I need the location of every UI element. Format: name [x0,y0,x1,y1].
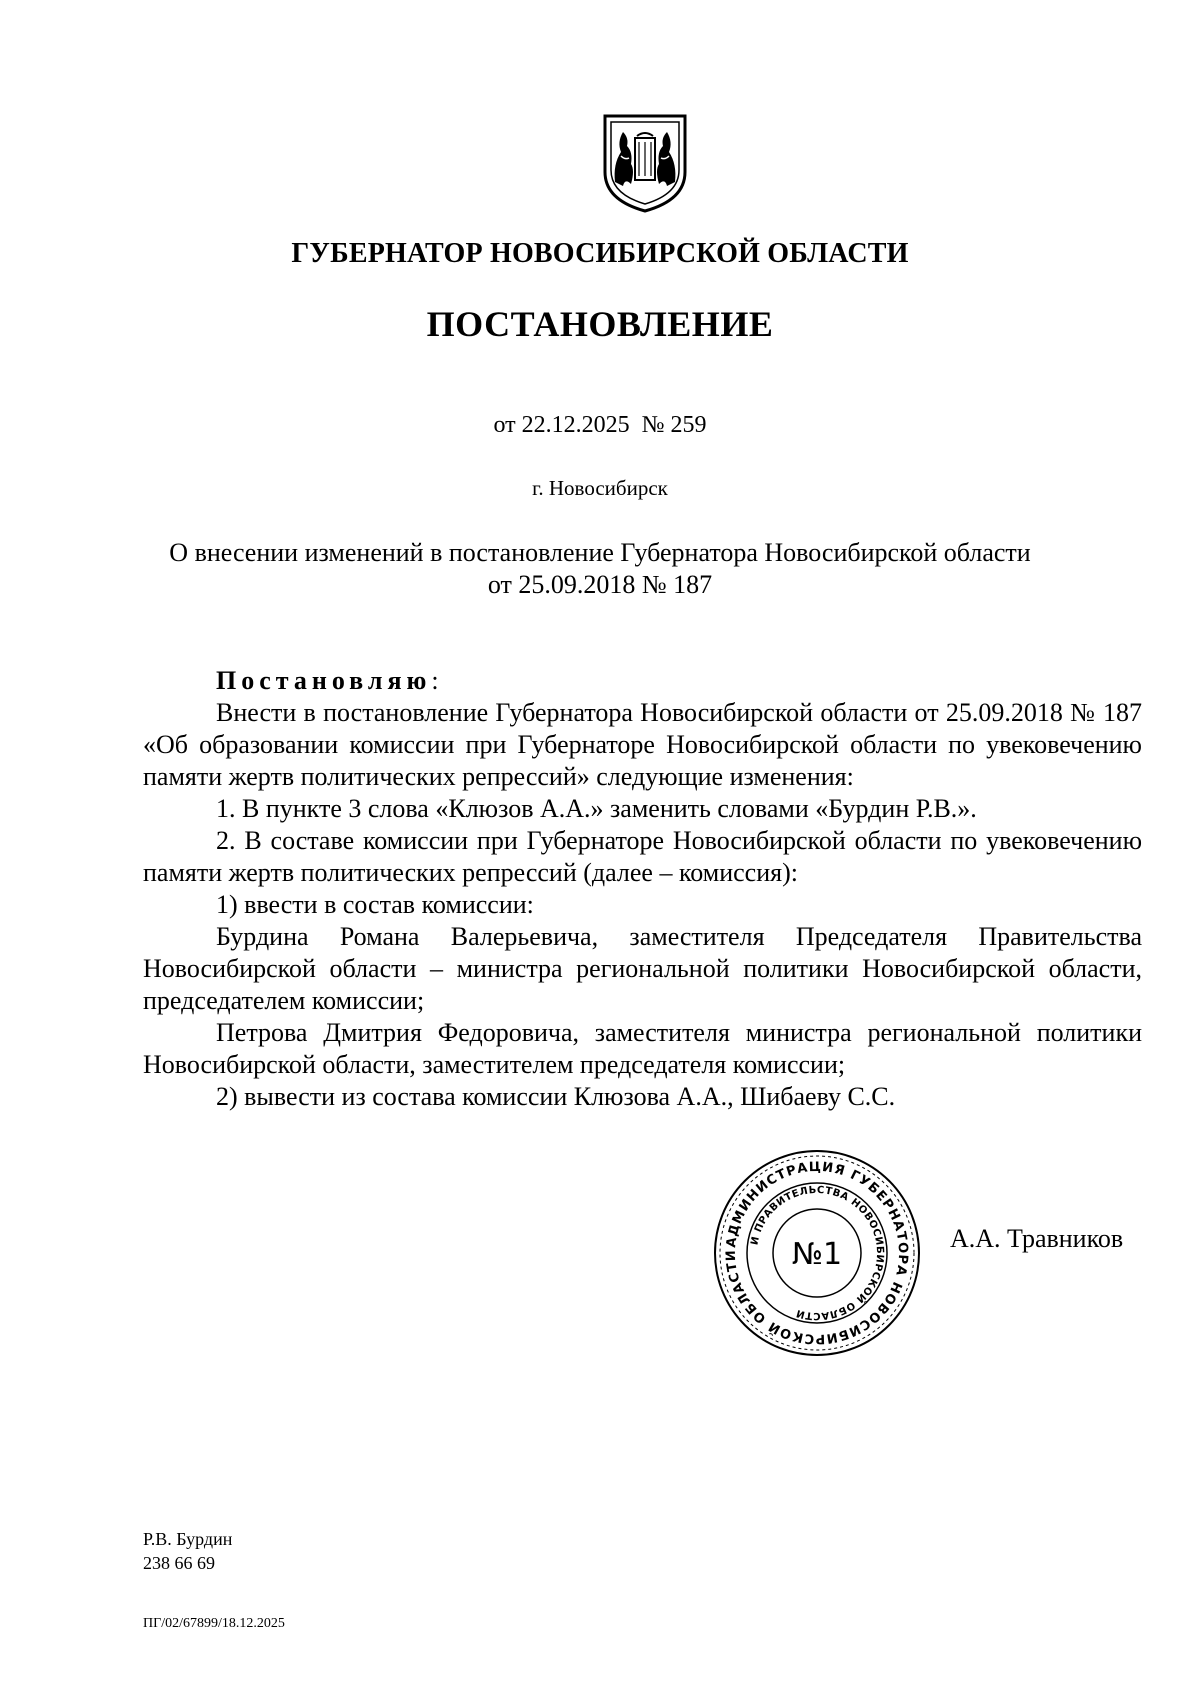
executor-name: Р.В. Бурдин [143,1529,233,1549]
subject-line-2: от 25.09.2018 № 187 [487,570,713,599]
signer-name: А.А. Травников [950,1224,1124,1253]
coat-of-arms-icon [601,112,689,214]
paragraph-member-burdin: Бурдина Романа Валерьевича, заместителя Председателя Правительства Новосибирской области – министра региональной политики Новосибирской области, председателем комиссии; [143,922,1142,1015]
subject-line-1: О внесении изменений в постановление Губернатора Новосибирской области [169,538,1031,567]
paragraph-subitem-1: 1) ввести в состав комиссии: [216,890,534,919]
executor-block [143,1527,232,1575]
paragraph-intro: Внести в постановление Губернатора Новосибирской области от 25.09.2018 № 187 «Об образовании комиссии при Губернаторе Новосибирской области по увековечению памяти жертв политических репрессий» следующие изменения: [143,698,1142,791]
official-seal-stamp [712,1148,922,1358]
registration-number: ПГ/02/67899/18.12.2025 [143,1616,285,1631]
document-type-title: ПОСТАНОВЛЕНИЕ [426,304,774,344]
paragraph-subitem-2: 2) вывести из состава комиссии Клюзова А.А., Шибаеву С.С. [216,1082,896,1111]
document-subject [0,537,1200,601]
paragraph-item-1: 1. В пункте 3 слова «Клюзов А.А.» заменить словами «Бурдин Р.В.». [216,794,977,823]
paragraph-member-petrov: Петрова Дмитрия Федоровича, заместителя министра региональной политики Новосибирской области, заместителем председателя комиссии; [143,1018,1142,1079]
resolve-word: Постановляю [216,666,432,695]
seal-center-number: №1 [791,1237,843,1272]
seal-inner-text: И ПРАВИТЕЛЬСТВА НОВОСИБИРСКОЙ ОБЛАСТИ [749,1184,886,1322]
executor-phone: 238 66 69 [143,1553,215,1573]
resolve-colon: : [431,666,439,695]
seal-outer-text: АДМИНИСТРАЦИЯ ГУБЕРНАТОРА НОВОСИБИРСКОЙ ОБЛАСТИ [723,1159,911,1347]
resolve-heading [143,665,1142,697]
paragraph-item-2: 2. В составе комиссии при Губернаторе Новосибирской области по увековечению памяти жертв политических репрессий (далее – комиссия): [143,826,1142,887]
city: г. Новосибирск [532,476,668,500]
date-and-number: от 22.12.2025 № 259 [493,412,707,438]
document-body [143,665,1142,1113]
issuing-authority: ГУБЕРНАТОР НОВОСИБИРСКОЙ ОБЛАСТИ [291,238,909,269]
